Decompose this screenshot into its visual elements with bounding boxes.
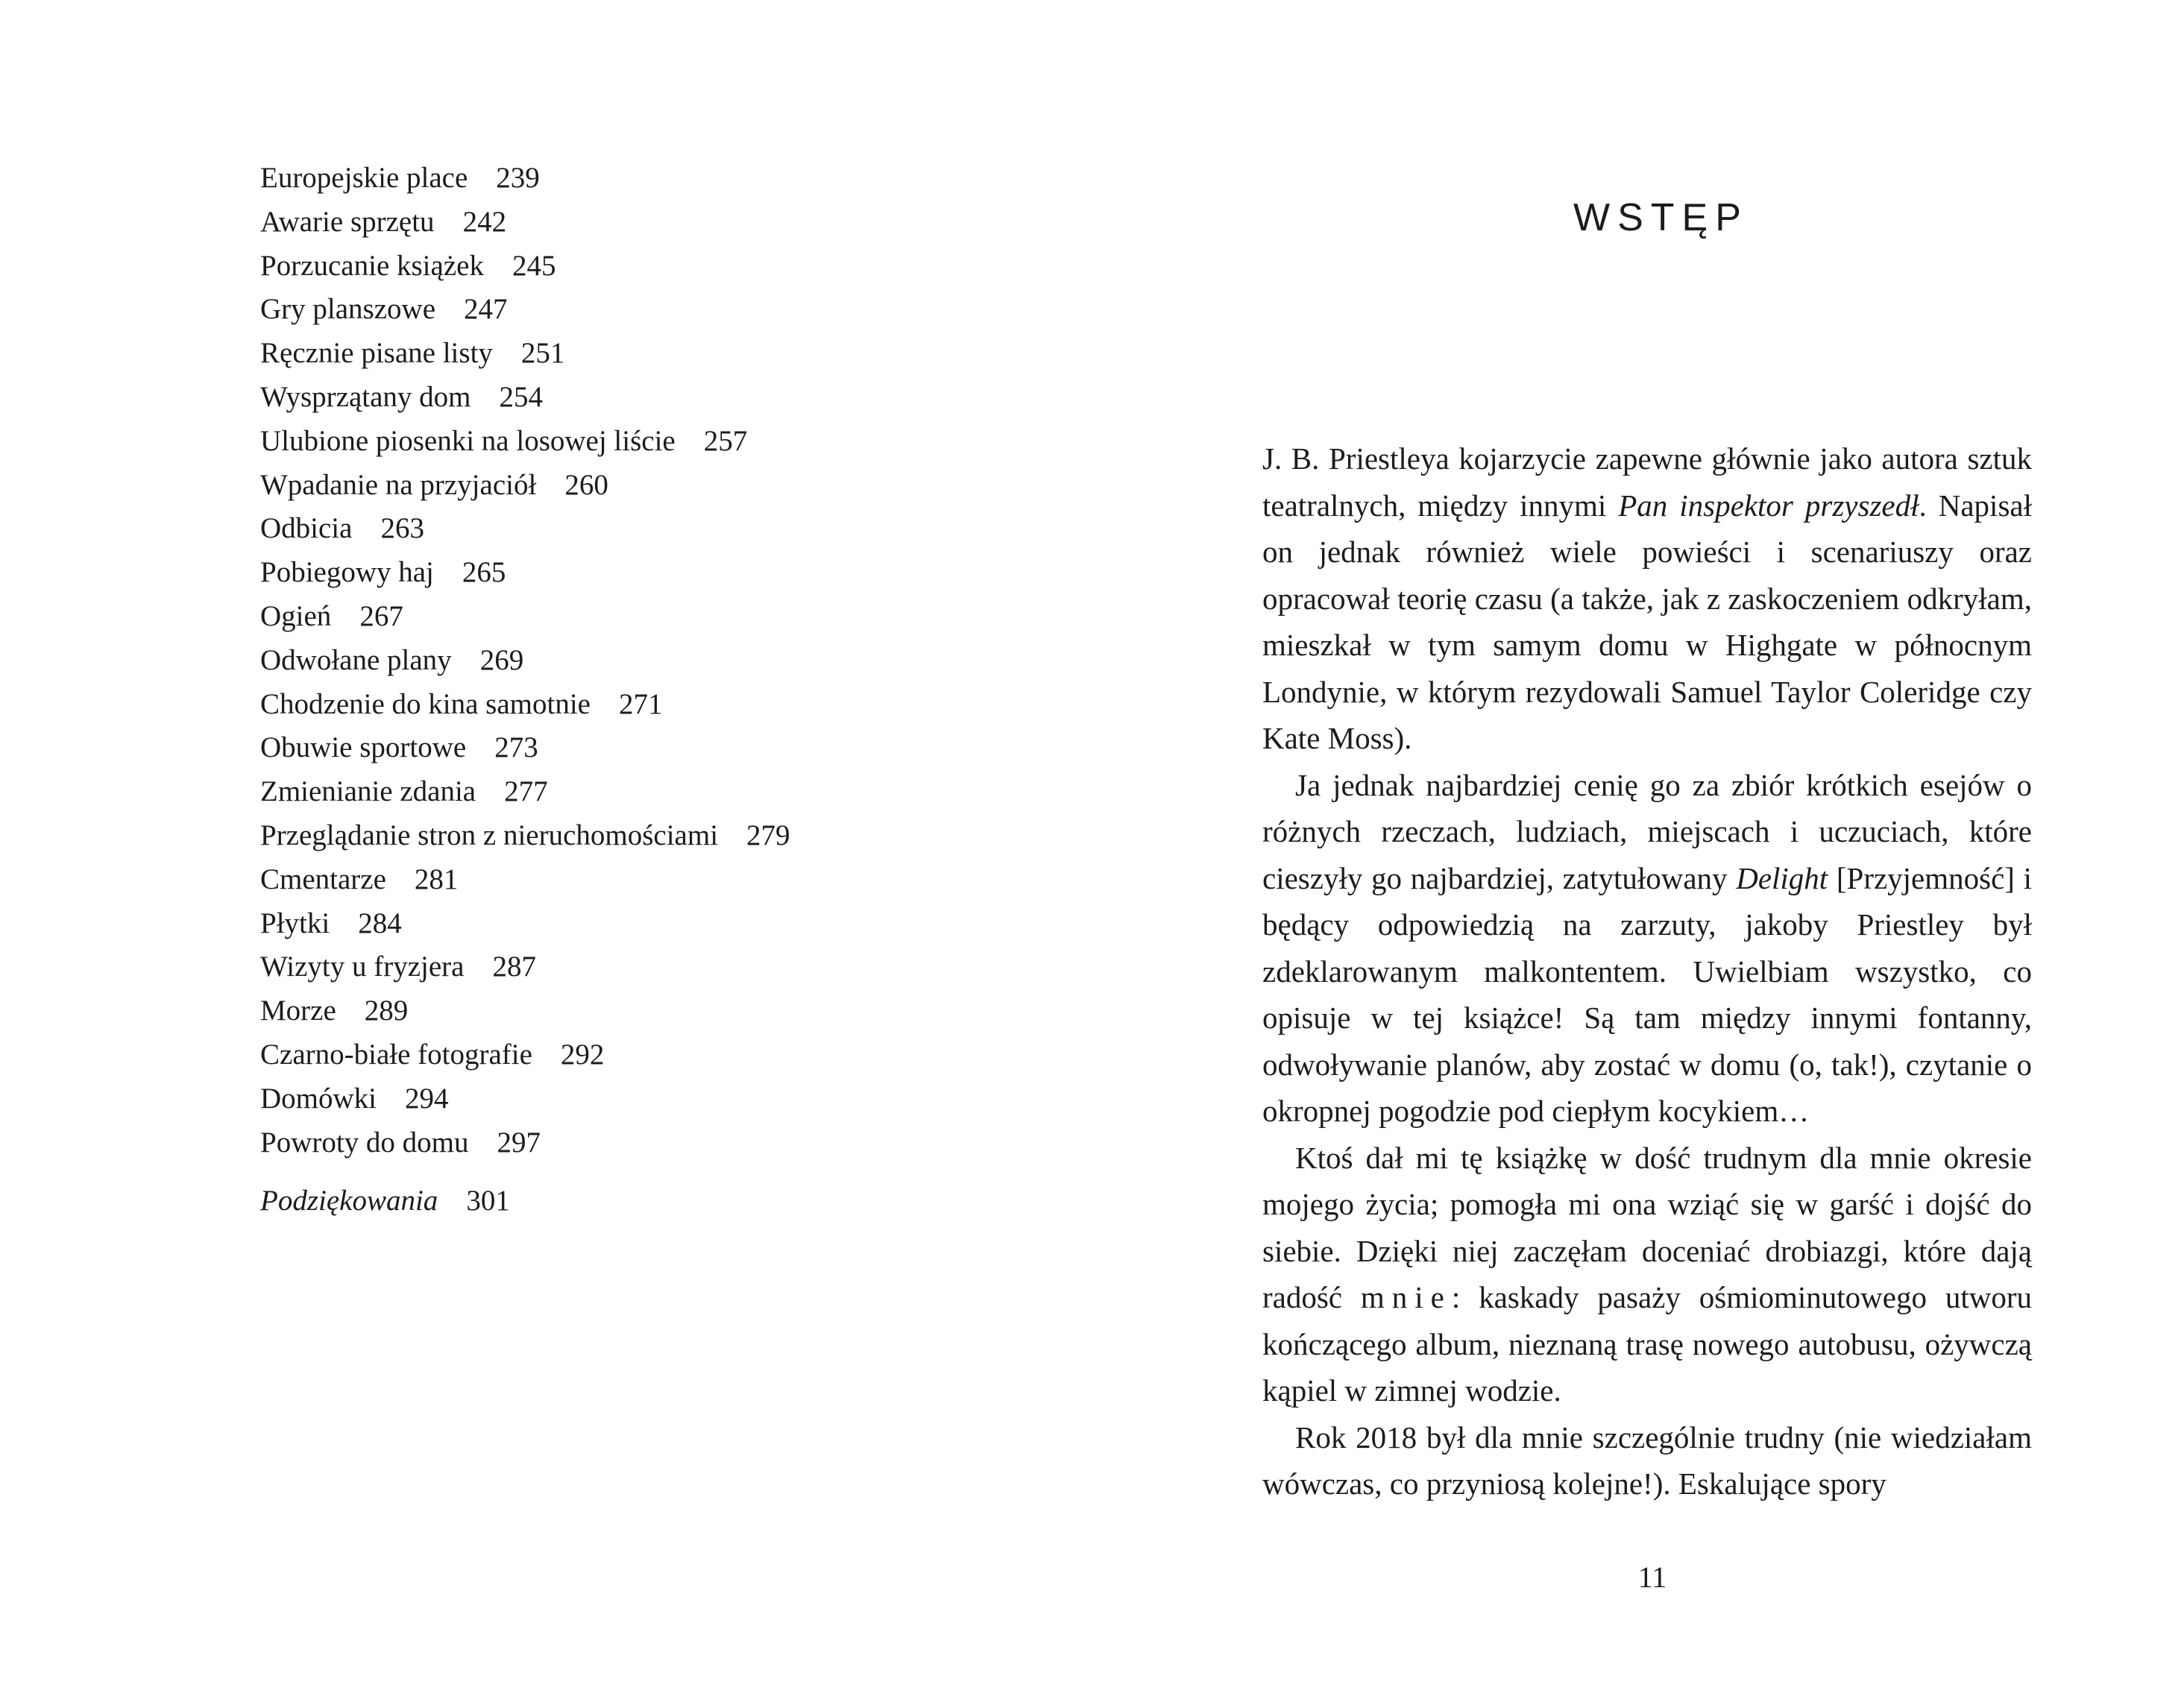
paragraph: [1262, 1135, 2032, 1414]
toc-entry-page: 277: [504, 775, 548, 808]
toc-entry-page: 257: [703, 424, 748, 457]
toc-entry-acknowledgements: [260, 1179, 510, 1223]
toc-entry-title: Ulubione piosenki na losowej liście: [260, 424, 676, 457]
paragraph: [1262, 435, 2032, 762]
toc-entry: [260, 1077, 790, 1121]
paragraph: [1262, 1414, 2032, 1507]
toc-entry-page: 265: [462, 556, 506, 589]
toc-entry: [260, 420, 790, 464]
book-title: Delight: [1736, 860, 1828, 895]
toc-entry-title: Domówki: [260, 1082, 377, 1115]
toc-entry-page: 254: [499, 380, 543, 413]
toc-entry-title: Płytki: [260, 907, 330, 939]
toc-entry: [260, 245, 790, 289]
table-of-contents: [260, 157, 790, 1165]
toc-entry: [260, 726, 790, 770]
toc-entry: [260, 595, 790, 639]
toc-entry-title: Wizyty u fryzjera: [260, 951, 465, 983]
toc-entry-page: 271: [618, 687, 663, 720]
toc-entry-title: Podziękowania: [260, 1185, 438, 1217]
toc-entry-title: Zmienianie zdania: [260, 775, 476, 808]
toc-entry-title: Odwołane plany: [260, 643, 452, 676]
toc-entry-title: Awarie sprzętu: [260, 205, 435, 238]
toc-entry: [260, 332, 790, 376]
toc-entry-page: 267: [359, 599, 403, 632]
toc-entry: [260, 157, 790, 201]
toc-entry-page: 279: [746, 819, 790, 851]
toc-entry: [260, 288, 790, 332]
paragraph-text: Ktoś dał mi tę książkę w dość trudnym dla mnie okresie mojego życia; pomogła mi ona wziąć się w garść i dojść do siebie. Dzięki niej zaczęłam doceniać drobiazgi, które dają radość: [1262, 1140, 2032, 1314]
toc-entry-page: 245: [512, 249, 556, 282]
emphasized-word: mnie: [1360, 1280, 1452, 1314]
toc-entry-page: 251: [520, 337, 565, 370]
toc-entry-page: 247: [464, 293, 508, 326]
toc-entry-page: 287: [492, 951, 536, 983]
toc-entry-page: 239: [496, 162, 540, 194]
toc-entry: [260, 507, 790, 551]
toc-entry-title: Przeglądanie stron z nieruchomościami: [260, 819, 719, 851]
toc-entry: [260, 814, 790, 858]
chapter-title: WSTĘP: [1573, 196, 1749, 239]
toc-entry: [260, 1121, 790, 1165]
paragraph-text: . Napisał on jednak również wiele powieści i scenariuszy oraz opracował teorię czasu (a także, jak z zaskoczeniem odkryłam, mieszkał w tym samym domu w Highgate w północnym Londynie, w którym rezydowali Samuel Taylor Coleridge czy Kate Moss).: [1262, 488, 2032, 755]
toc-entry-title: Pobiegowy haj: [260, 556, 434, 589]
toc-entry-page: 260: [564, 468, 608, 501]
toc-entry-title: Porzucanie książek: [260, 249, 484, 282]
toc-entry-title: Ogień: [260, 599, 332, 632]
toc-entry-page: 284: [358, 907, 402, 939]
paragraph-text: Ja jednak najbardziej cenię go za zbiór krótkich esejów o różnych rzeczach, ludziach, miejscach i uczuciach, które cieszyły go najbardziej, zatytułowany: [1262, 767, 2032, 895]
paragraph-text: : kaskady pasaży ośmiominutowego utworu kończącego album, nieznaną trasę nowego autobusu, ożywczą kąpiel w zimnej wodzie.: [1262, 1280, 2032, 1408]
toc-entry-title: Gry planszowe: [260, 293, 436, 326]
toc-entry-page: 269: [479, 643, 524, 676]
toc-entry-title: Chodzenie do kina samotnie: [260, 687, 591, 720]
play-title: Pan inspektor przyszedł: [1618, 488, 1919, 523]
toc-entry: [260, 639, 790, 683]
toc-entry: [260, 201, 790, 245]
toc-entry: [260, 683, 790, 727]
toc-entry-title: Ręcznie pisane listy: [260, 337, 493, 370]
toc-entry-page: 301: [466, 1185, 510, 1217]
toc-entry-page: 294: [405, 1082, 449, 1115]
toc-entry-title: Powroty do domu: [260, 1126, 469, 1159]
toc-entry-page: 292: [560, 1038, 605, 1071]
toc-entry-page: 273: [494, 731, 538, 764]
toc-entry-title: Europejskie place: [260, 162, 468, 194]
toc-entry: [260, 1033, 790, 1077]
paragraph-text: Rok 2018 był dla mnie szczególnie trudny (nie wiedziałam wówczas, co przyniosą kolejne!). Eskalujące spory: [1262, 1419, 2032, 1501]
toc-entry-title: Cmentarze: [260, 863, 386, 895]
toc-entry: [260, 858, 790, 902]
toc-entry: [260, 376, 790, 420]
toc-entry: [260, 945, 790, 989]
toc-entry-page: 242: [462, 205, 507, 238]
toc-entry-title: Czarno-białe fotografie: [260, 1038, 532, 1071]
toc-entry: [260, 551, 790, 595]
toc-entry-page: 263: [380, 512, 424, 545]
toc-entry: [260, 464, 790, 508]
toc-entry-page: 289: [364, 995, 409, 1027]
toc-entry: [260, 902, 790, 946]
toc-entry-title: Wysprzątany dom: [260, 380, 471, 413]
toc-entry: [260, 989, 790, 1033]
toc-entry-page: 297: [497, 1126, 541, 1159]
body-text: [1262, 435, 2032, 1507]
toc-entry-title: Obuwie sportowe: [260, 731, 467, 764]
toc-entry-title: Wpadanie na przyjaciół: [260, 468, 537, 501]
paragraph-text: J. B. Priestleya kojarzycie zapewne głównie jako autora sztuk teatralnych, między innymi: [1262, 441, 2032, 523]
toc-entry-title: Morze: [260, 995, 336, 1027]
toc-entry-title: Odbicia: [260, 512, 353, 545]
paragraph-text: [Przyjemność] i będący odpowiedzią na zarzuty, jakoby Priestley był zdeklarowanym malkontentem. Uwielbiam wszystko, co opisuje w tej książce! Są tam między innymi fontanny, odwoływanie planów, aby zostać w domu (o, tak!), czytanie o okropnej pogodzie pod ciepłym kocykiem…: [1262, 860, 2033, 1128]
paragraph: [1262, 762, 2032, 1135]
toc-entry-page: 281: [414, 863, 459, 895]
toc-entry: [260, 770, 790, 814]
page-number: 11: [1637, 1560, 1667, 1594]
